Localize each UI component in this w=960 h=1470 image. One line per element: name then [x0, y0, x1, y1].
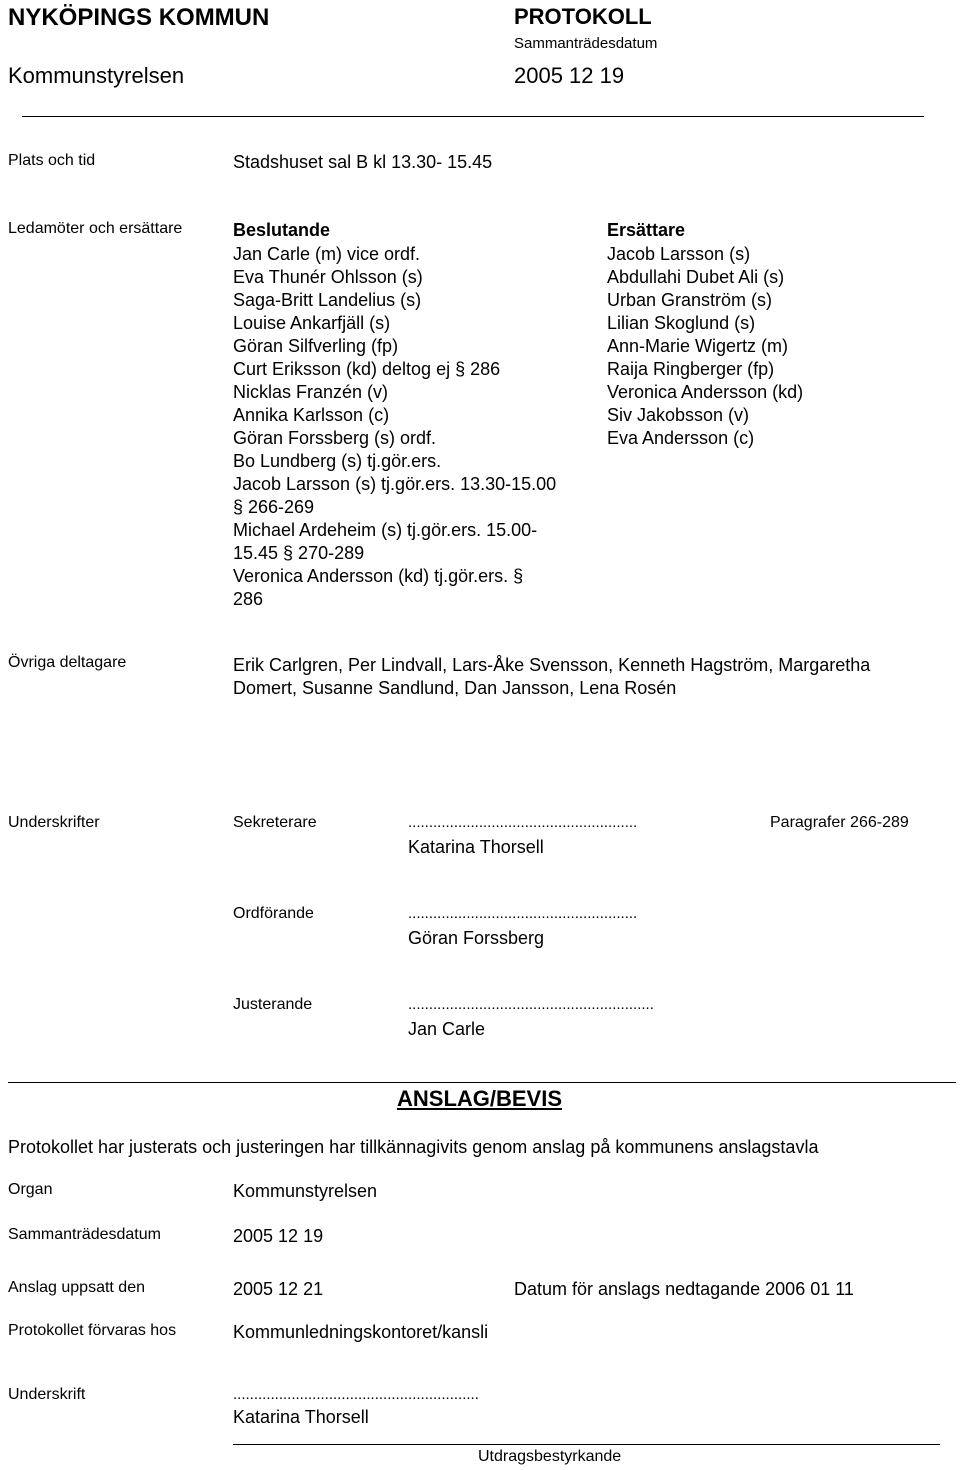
signatures-label: Underskrifter	[8, 814, 100, 831]
notice-date-value: 2005 12 19	[233, 1226, 324, 1246]
document-type: PROTOKOLL	[514, 4, 652, 29]
list-item: Göran Silfverling (fp)	[233, 336, 399, 356]
place-label: Plats och tid	[8, 152, 96, 169]
others-line: Domert, Susanne Sandlund, Dan Jansson, Lena Rosén	[233, 678, 677, 698]
notice-date-label: Sammanträdesdatum	[8, 1226, 161, 1243]
signature-name: Katarina Thorsell	[233, 1407, 369, 1427]
signature-label: Underskrift	[8, 1386, 86, 1403]
removal-date: Datum för anslags nedtagande 2006 01 11	[514, 1279, 854, 1299]
footer-divider	[233, 1444, 940, 1445]
posted-value: 2005 12 21	[233, 1279, 324, 1299]
date-label: Sammanträdesdatum	[514, 35, 658, 52]
others-line: Erik Carlgren, Per Lindvall, Lars-Åke Svensson, Kenneth Hagström, Margaretha	[233, 655, 871, 675]
adjuster-label: Justerande	[233, 996, 313, 1013]
adjuster-name: Jan Carle	[408, 1019, 486, 1039]
list-item: Veronica Andersson (kd)	[607, 382, 804, 402]
list-item: Siv Jakobsson (v)	[607, 405, 750, 425]
list-item: Raija Ringberger (fp)	[607, 359, 775, 379]
list-item: Curt Eriksson (kd) deltog ej § 286	[233, 359, 501, 379]
list-item: Abdullahi Dubet Ali (s)	[607, 267, 785, 287]
signature-line: ...........................................................	[233, 1386, 479, 1403]
kept-value: Kommunledningskontoret/kansli	[233, 1322, 489, 1342]
substitutes-heading: Ersättare	[607, 220, 686, 240]
municipality-name: NYKÖPINGS KOMMUN	[8, 4, 270, 31]
list-item: Göran Forssberg (s) ordf.	[233, 428, 437, 448]
list-item: Eva Thunér Ohlsson (s)	[233, 267, 423, 287]
notice-heading	[397, 1086, 562, 1112]
meeting-date: 2005 12 19	[514, 63, 625, 88]
committee-name: Kommunstyrelsen	[8, 63, 185, 88]
deciding-list	[233, 243, 556, 611]
list-item: Jacob Larsson (s)	[607, 244, 751, 264]
secretary-name: Katarina Thorsell	[408, 837, 544, 857]
list-item: Nicklas Franzén (v)	[233, 382, 389, 402]
others-label: Övriga deltagare	[8, 654, 127, 671]
list-item: Lilian Skoglund (s)	[607, 313, 756, 333]
list-item: Annika Karlsson (c)	[233, 405, 390, 425]
secretary-label: Sekreterare	[233, 814, 317, 831]
substitutes-list	[607, 243, 803, 450]
adjuster-signature-line: ...........................................................	[408, 996, 654, 1013]
place-value: Stadshuset sal B kl 13.30- 15.45	[233, 152, 493, 172]
chair-label: Ordförande	[233, 905, 314, 922]
list-item: Louise Ankarfjäll (s)	[233, 313, 391, 333]
footer-label: Utdragsbestyrkande	[478, 1448, 622, 1465]
organ-label: Organ	[8, 1181, 53, 1198]
list-item: Bo Lundberg (s) tj.gör.ers.	[233, 451, 442, 471]
secretary-signature-line: .......................................................	[408, 814, 638, 831]
members-label: Ledamöter och ersättare	[8, 220, 183, 237]
list-item: Veronica Andersson (kd) tj.gör.ers. §	[233, 566, 524, 586]
kept-label: Protokollet förvaras hos	[8, 1322, 177, 1339]
list-item: Jan Carle (m) vice ordf.	[233, 244, 421, 264]
list-item: Urban Granström (s)	[607, 290, 773, 310]
chair-signature-line: .......................................................	[408, 905, 638, 922]
organ-value: Kommunstyrelsen	[233, 1181, 378, 1201]
notice-statement: Protokollet har justerats och justeringen har tillkännagivits genom anslag på kommunens anslagstavla	[8, 1137, 819, 1157]
notice-divider	[8, 1082, 956, 1083]
list-item: § 266-269	[233, 497, 315, 517]
notice-heading-text: ANSLAG/BEVIS	[397, 1086, 563, 1111]
chair-name: Göran Forssberg	[408, 928, 545, 948]
list-item: 15.45 § 270-289	[233, 543, 365, 563]
list-item: Michael Ardeheim (s) tj.gör.ers. 15.00-	[233, 520, 538, 540]
posted-label: Anslag uppsatt den	[8, 1279, 145, 1296]
list-item: Saga-Britt Landelius (s)	[233, 290, 422, 310]
list-item: Jacob Larsson (s) tj.gör.ers. 13.30-15.00	[233, 474, 557, 494]
list-item: Eva Andersson (c)	[607, 428, 755, 448]
list-item: 286	[233, 589, 264, 609]
others-list	[233, 654, 870, 700]
list-item: Ann-Marie Wigertz (m)	[607, 336, 789, 356]
paragraphs-label: Paragrafer 266-289	[770, 814, 909, 831]
header-divider	[22, 116, 924, 117]
deciding-heading: Beslutande	[233, 220, 331, 240]
